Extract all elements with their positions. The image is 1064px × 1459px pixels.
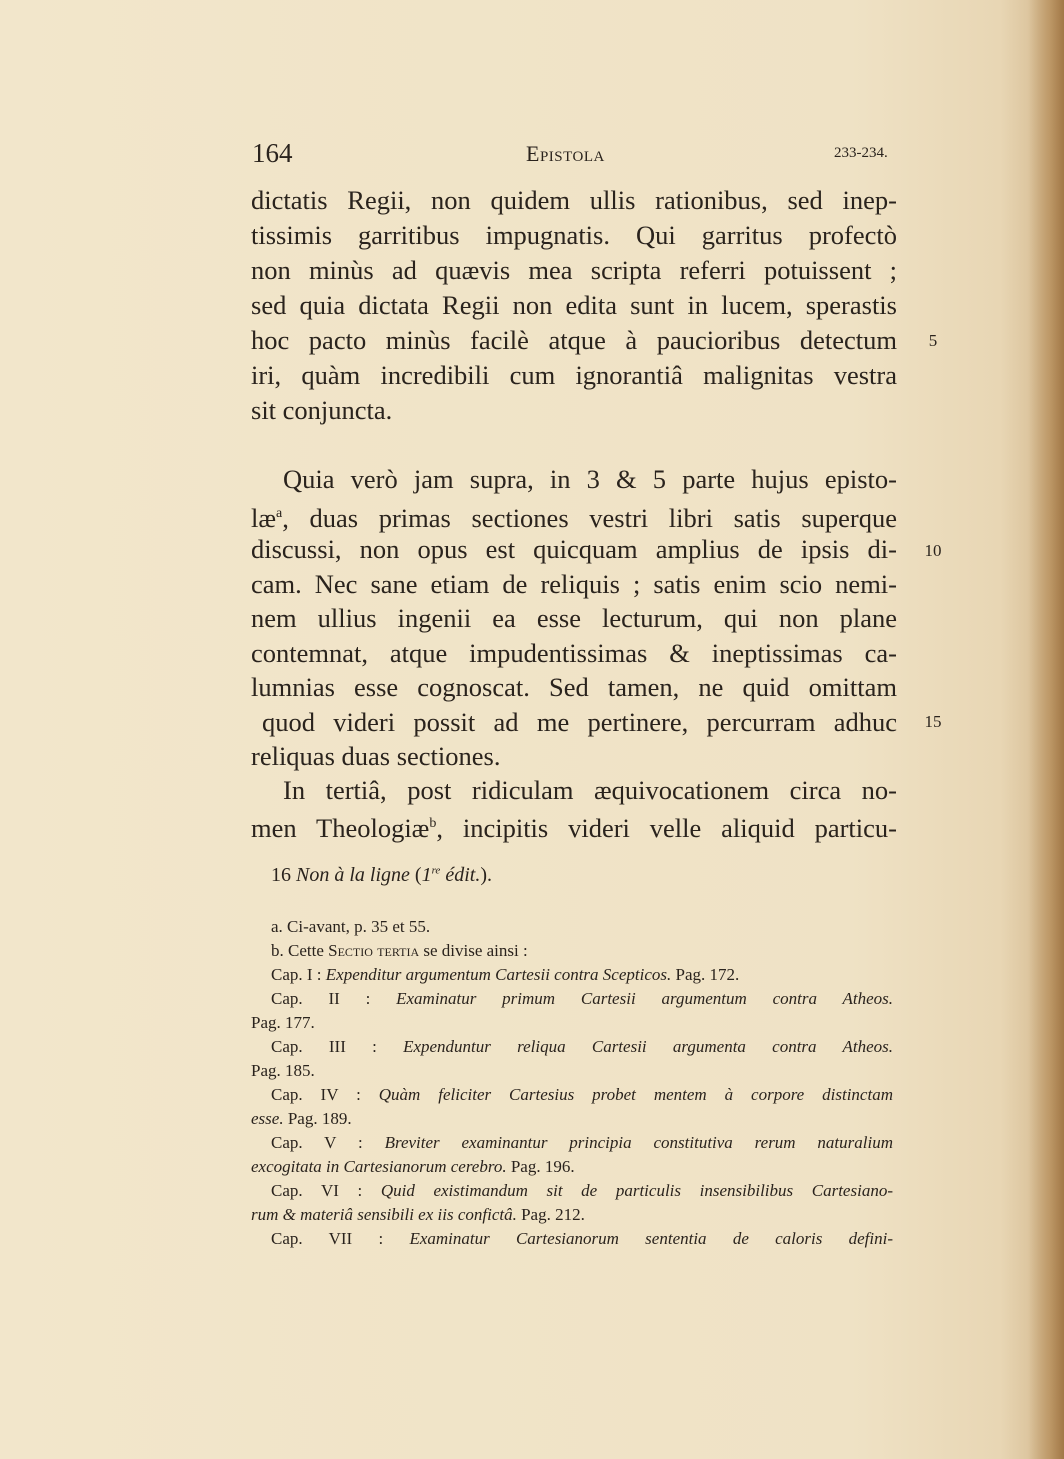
cap-label: Cap. V : xyxy=(271,1133,385,1152)
variant-line-number: 16 xyxy=(271,864,291,886)
footnote-cap-line xyxy=(251,1156,893,1178)
footnote-b-smallcaps: Sectio tertia xyxy=(328,941,420,960)
cap-title: Examinatur Cartesianorum sententia de caloris defini- xyxy=(409,1229,893,1248)
text-line: non minùs ad quævis mea scripta referri potuissent ; xyxy=(251,255,897,285)
footnote-a: a. Ci-avant, p. 35 et 55. xyxy=(271,917,431,936)
text-line xyxy=(251,807,897,845)
text-line: In tertiâ, post ridiculam æquivocationem circa no- xyxy=(283,775,897,805)
footnote-cap-line xyxy=(251,1108,893,1130)
page-number: 164 xyxy=(252,138,293,168)
footnote-b-text-end: se divise ainsi : xyxy=(419,941,528,960)
cap-title: Expenditur argumentum Cartesii contra Scepticos. xyxy=(325,965,672,984)
footnote-ref[interactable]: a xyxy=(276,506,283,521)
cap-label: Cap. II : xyxy=(271,989,397,1008)
cap-label: Cap. VI : xyxy=(271,1181,381,1200)
running-title: Epistola xyxy=(526,141,605,166)
cap-label: Cap. I : xyxy=(271,965,326,984)
text-line: sit conjuncta. xyxy=(251,395,393,425)
page-edge-shadow xyxy=(1028,0,1064,1459)
cap-page: Pag. 172. xyxy=(671,965,740,984)
text-fragment: , duas primas sectiones vestri libri satis superque xyxy=(282,502,897,533)
footnote-cap-line xyxy=(271,1132,893,1154)
cap-page: Pag. 185. xyxy=(251,1061,315,1080)
page-range: 233-234. xyxy=(834,145,888,161)
text-line: dictatis Regii, non quidem ullis rationibus, sed inep- xyxy=(251,185,897,215)
text-line: discussi, non opus est quicquam amplius de ipsis di- xyxy=(251,534,897,564)
footnote-cap-line xyxy=(271,1228,893,1250)
cap-title: Breviter examinantur principia constitutiva rerum naturalium xyxy=(384,1133,893,1152)
cap-page: Pag. 212. xyxy=(516,1205,585,1224)
text-line: iri, quàm incredibili cum ignorantiâ malignitas vestra xyxy=(251,360,897,390)
cap-title: Expenduntur reliqua Cartesii argumenta contra Atheos. xyxy=(403,1037,894,1056)
cap-title: Quàm feliciter Cartesius probet mentem à corpore distinctam xyxy=(378,1085,893,1104)
text-line: sed quia dictata Regii non edita sunt in lucem, sperastis xyxy=(251,290,897,320)
variant-note xyxy=(271,864,492,887)
cap-page: Pag. 189. xyxy=(283,1109,352,1128)
cap-title: excogitata in Cartesianorum cerebro. xyxy=(251,1157,507,1176)
footnote-cap-line xyxy=(251,1204,893,1226)
edition-label: édit. xyxy=(445,864,481,886)
text-fragment: men Theologiæ xyxy=(251,812,430,843)
text-line xyxy=(251,497,897,535)
cap-title: rum & materiâ sensibili ex iis confictâ. xyxy=(251,1205,517,1224)
cap-title: Quid existimandum sit de particulis insensibilibus Cartesiano- xyxy=(380,1181,893,1200)
margin-line-number: 10 xyxy=(924,541,942,560)
text-line: contemnat, atque impudentissimas & ineptissimas ca- xyxy=(251,638,897,668)
cap-label: Cap. VII : xyxy=(271,1229,410,1248)
variant-text: Non à la ligne xyxy=(296,864,410,886)
text-fragment: , incipitis videri velle aliquid particu- xyxy=(436,812,897,843)
footnote-ref[interactable]: b xyxy=(429,816,437,831)
footnote-b-text: b. Cette xyxy=(271,941,329,960)
cap-page: Pag. 177. xyxy=(251,1013,315,1032)
edition-sup: re xyxy=(431,864,441,877)
text-line: quod videri possit ad me pertinere, percurram adhuc xyxy=(262,707,897,737)
text-line: tissimis garritibus impugnatis. Qui garritus profectò xyxy=(251,220,897,250)
text-line: cam. Nec sane etiam de reliquis ; satis enim scio nemi- xyxy=(251,569,897,599)
text-fragment: læ xyxy=(251,502,277,533)
variant-paren-open: ( xyxy=(414,864,422,886)
footnote-cap-line xyxy=(271,1036,893,1058)
cap-label: Cap. III : xyxy=(271,1037,404,1056)
footnote-cap-line xyxy=(251,1012,893,1034)
footnote-cap-line xyxy=(271,1084,893,1106)
cap-label: Cap. IV : xyxy=(271,1085,379,1104)
cap-page: Pag. 196. xyxy=(506,1157,575,1176)
text-line: nem ullius ingenii ea esse lecturum, qui non plane xyxy=(251,603,897,633)
footnote-cap-line xyxy=(251,1060,893,1082)
text-line: reliquas duas sectiones. xyxy=(251,741,501,771)
margin-line-number: 5 xyxy=(928,331,938,350)
footnote-cap-line xyxy=(271,964,893,986)
variant-paren-close: ). xyxy=(480,864,492,886)
cap-title: esse. xyxy=(251,1109,284,1128)
margin-line-number: 15 xyxy=(924,712,942,731)
footnote-cap-line xyxy=(271,988,893,1010)
footnote-cap-line xyxy=(271,1180,893,1202)
edition-number: 1 xyxy=(421,864,432,886)
text-line: hoc pacto minùs facilè atque à paucioribus detectum xyxy=(251,325,897,355)
cap-title: Examinatur primum Cartesii argumentum contra Atheos. xyxy=(396,989,893,1008)
text-line: lumnias esse cognoscat. Sed tamen, ne quid omittam xyxy=(251,672,897,702)
footnote-b xyxy=(271,940,893,962)
text-line: Quia verò jam supra, in 3 & 5 parte hujus episto- xyxy=(283,464,897,494)
